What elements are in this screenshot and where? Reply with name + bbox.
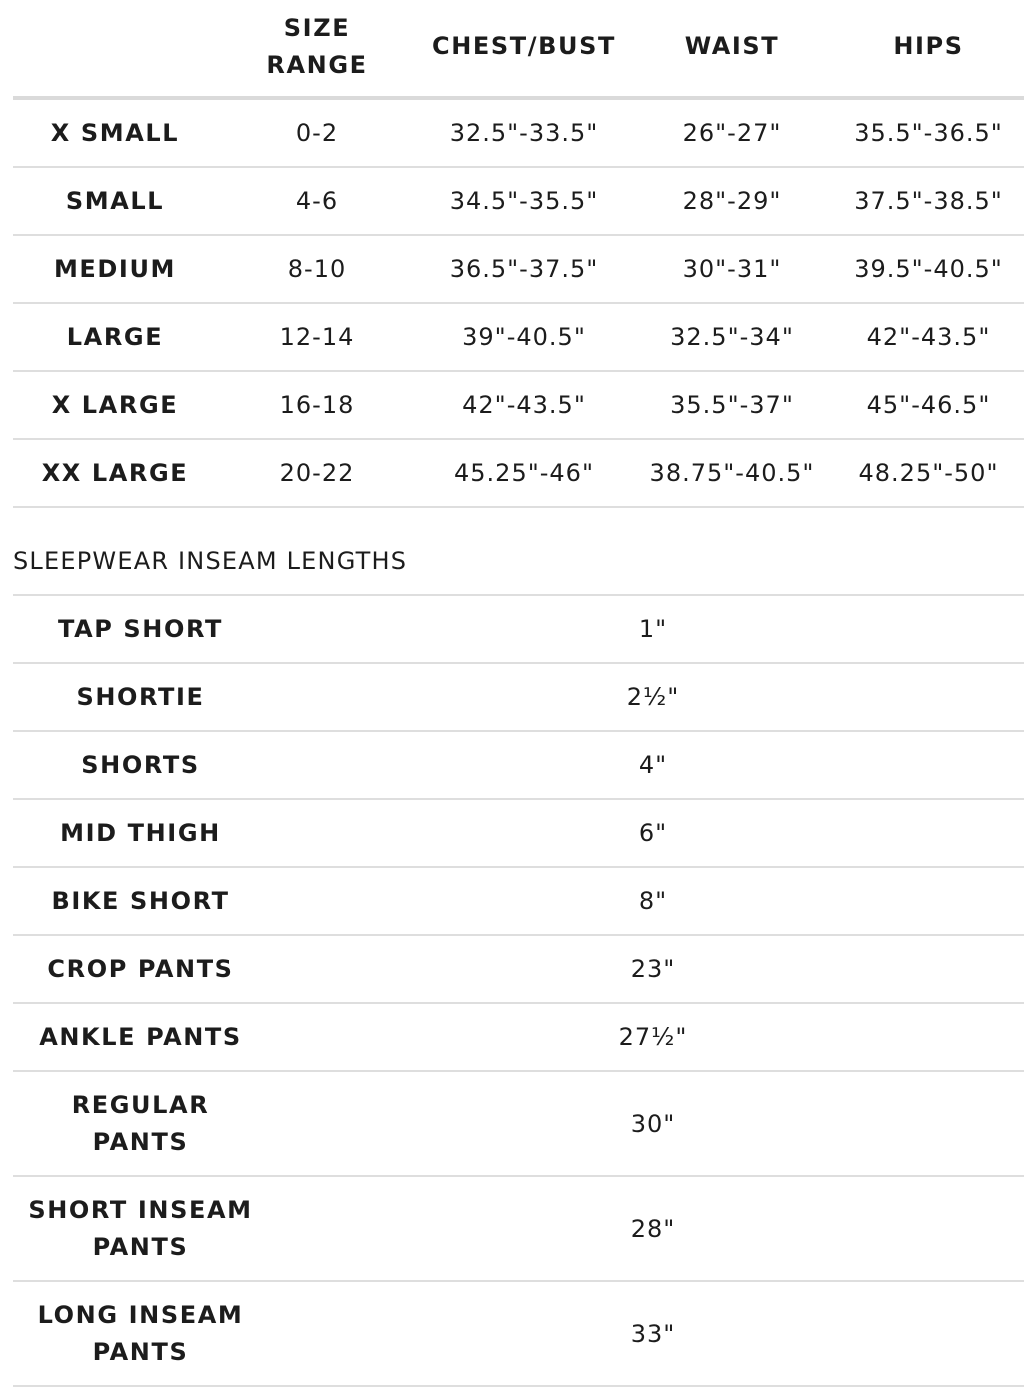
inseam-length-value: 23" — [630, 955, 676, 983]
table-row — [13, 596, 1024, 664]
header-size-range: SIZE RANGE — [266, 13, 368, 79]
waist-value: 26"-27" — [682, 119, 782, 147]
table-row — [13, 440, 1024, 508]
inseam-length-value: 2½" — [626, 683, 680, 711]
inseam-length-value: 27½" — [618, 1023, 688, 1051]
table-row — [13, 800, 1024, 868]
size-name: LARGE — [66, 323, 164, 351]
inseam-style-label: TAP SHORT — [58, 614, 223, 643]
size-range-value: 20-22 — [279, 459, 355, 487]
chest-bust-value: 39"-40.5" — [462, 323, 586, 351]
size-name: X LARGE — [51, 391, 179, 419]
waist-value: 38.75"-40.5" — [649, 459, 815, 487]
size-name: SMALL — [65, 187, 165, 215]
inseam-style-label: MID THIGH — [60, 818, 221, 847]
table-row — [13, 168, 1024, 236]
inseam-style-label: CROP PANTS — [47, 954, 234, 983]
inseam-length-value: 6" — [638, 819, 668, 847]
inseam-table — [13, 594, 1024, 1387]
hips-value: 35.5"-36.5" — [854, 119, 1003, 147]
size-chart-header — [0, 0, 1024, 99]
size-name: MEDIUM — [53, 255, 177, 283]
chest-bust-value: 45.25"-46" — [454, 459, 594, 487]
size-range-value: 16-18 — [279, 391, 355, 419]
table-row — [13, 868, 1024, 936]
size-chart-table — [13, 100, 1024, 508]
table-row — [13, 936, 1024, 1004]
waist-value: 32.5"-34" — [670, 323, 794, 351]
size-range-value: 4-6 — [295, 187, 339, 215]
inseam-length-value: 8" — [638, 887, 668, 915]
inseam-length-value: 33" — [630, 1319, 676, 1348]
table-row — [13, 1177, 1024, 1282]
table-row — [13, 1282, 1024, 1387]
inseam-style-label: LONG INSEAM PANTS — [37, 1300, 244, 1366]
waist-value: 30"-31" — [682, 255, 782, 283]
chest-bust-value: 42"-43.5" — [462, 391, 586, 419]
hips-value: 37.5"-38.5" — [854, 187, 1003, 215]
header-waist: WAIST — [684, 32, 780, 60]
inseam-style-label: SHORTIE — [76, 682, 205, 711]
inseam-length-value: 4" — [638, 751, 668, 779]
hips-value: 39.5"-40.5" — [854, 255, 1003, 283]
inseam-length-value: 1" — [638, 615, 668, 643]
waist-value: 28"-29" — [682, 187, 782, 215]
inseam-length-value: 28" — [630, 1214, 676, 1243]
inseam-length-value: 30" — [630, 1109, 676, 1138]
size-name: XX LARGE — [41, 459, 189, 487]
table-row — [13, 304, 1024, 372]
chest-bust-value: 32.5"-33.5" — [449, 119, 599, 147]
table-row — [13, 1004, 1024, 1072]
inseam-style-label: SHORT INSEAM PANTS — [28, 1195, 253, 1261]
inseam-section-title: SLEEPWEAR INSEAM LENGTHS — [13, 547, 408, 575]
hips-value: 42"-43.5" — [866, 323, 991, 351]
size-name: X SMALL — [50, 119, 180, 147]
size-range-value: 8-10 — [287, 255, 347, 283]
hips-value: 45"-46.5" — [866, 391, 991, 419]
header-hips: HIPS — [893, 32, 964, 60]
table-row — [13, 372, 1024, 440]
table-row — [13, 236, 1024, 304]
hips-value: 48.25"-50" — [858, 459, 999, 487]
chest-bust-value: 36.5"-37.5" — [449, 255, 599, 283]
table-row — [13, 664, 1024, 732]
table-row — [13, 100, 1024, 168]
header-chest-bust: CHEST/BUST — [432, 32, 616, 60]
header-size — [13, 0, 217, 93]
waist-value: 35.5"-37" — [670, 391, 794, 419]
inseam-style-label: ANKLE PANTS — [39, 1022, 242, 1051]
size-range-value: 12-14 — [279, 323, 355, 351]
table-row — [13, 732, 1024, 800]
chest-bust-value: 34.5"-35.5" — [449, 187, 599, 215]
size-range-value: 0-2 — [295, 119, 339, 147]
table-row — [13, 1072, 1024, 1177]
inseam-style-label: SHORTS — [81, 750, 200, 779]
inseam-style-label: REGULAR PANTS — [71, 1090, 210, 1156]
inseam-style-label: BIKE SHORT — [51, 886, 230, 915]
